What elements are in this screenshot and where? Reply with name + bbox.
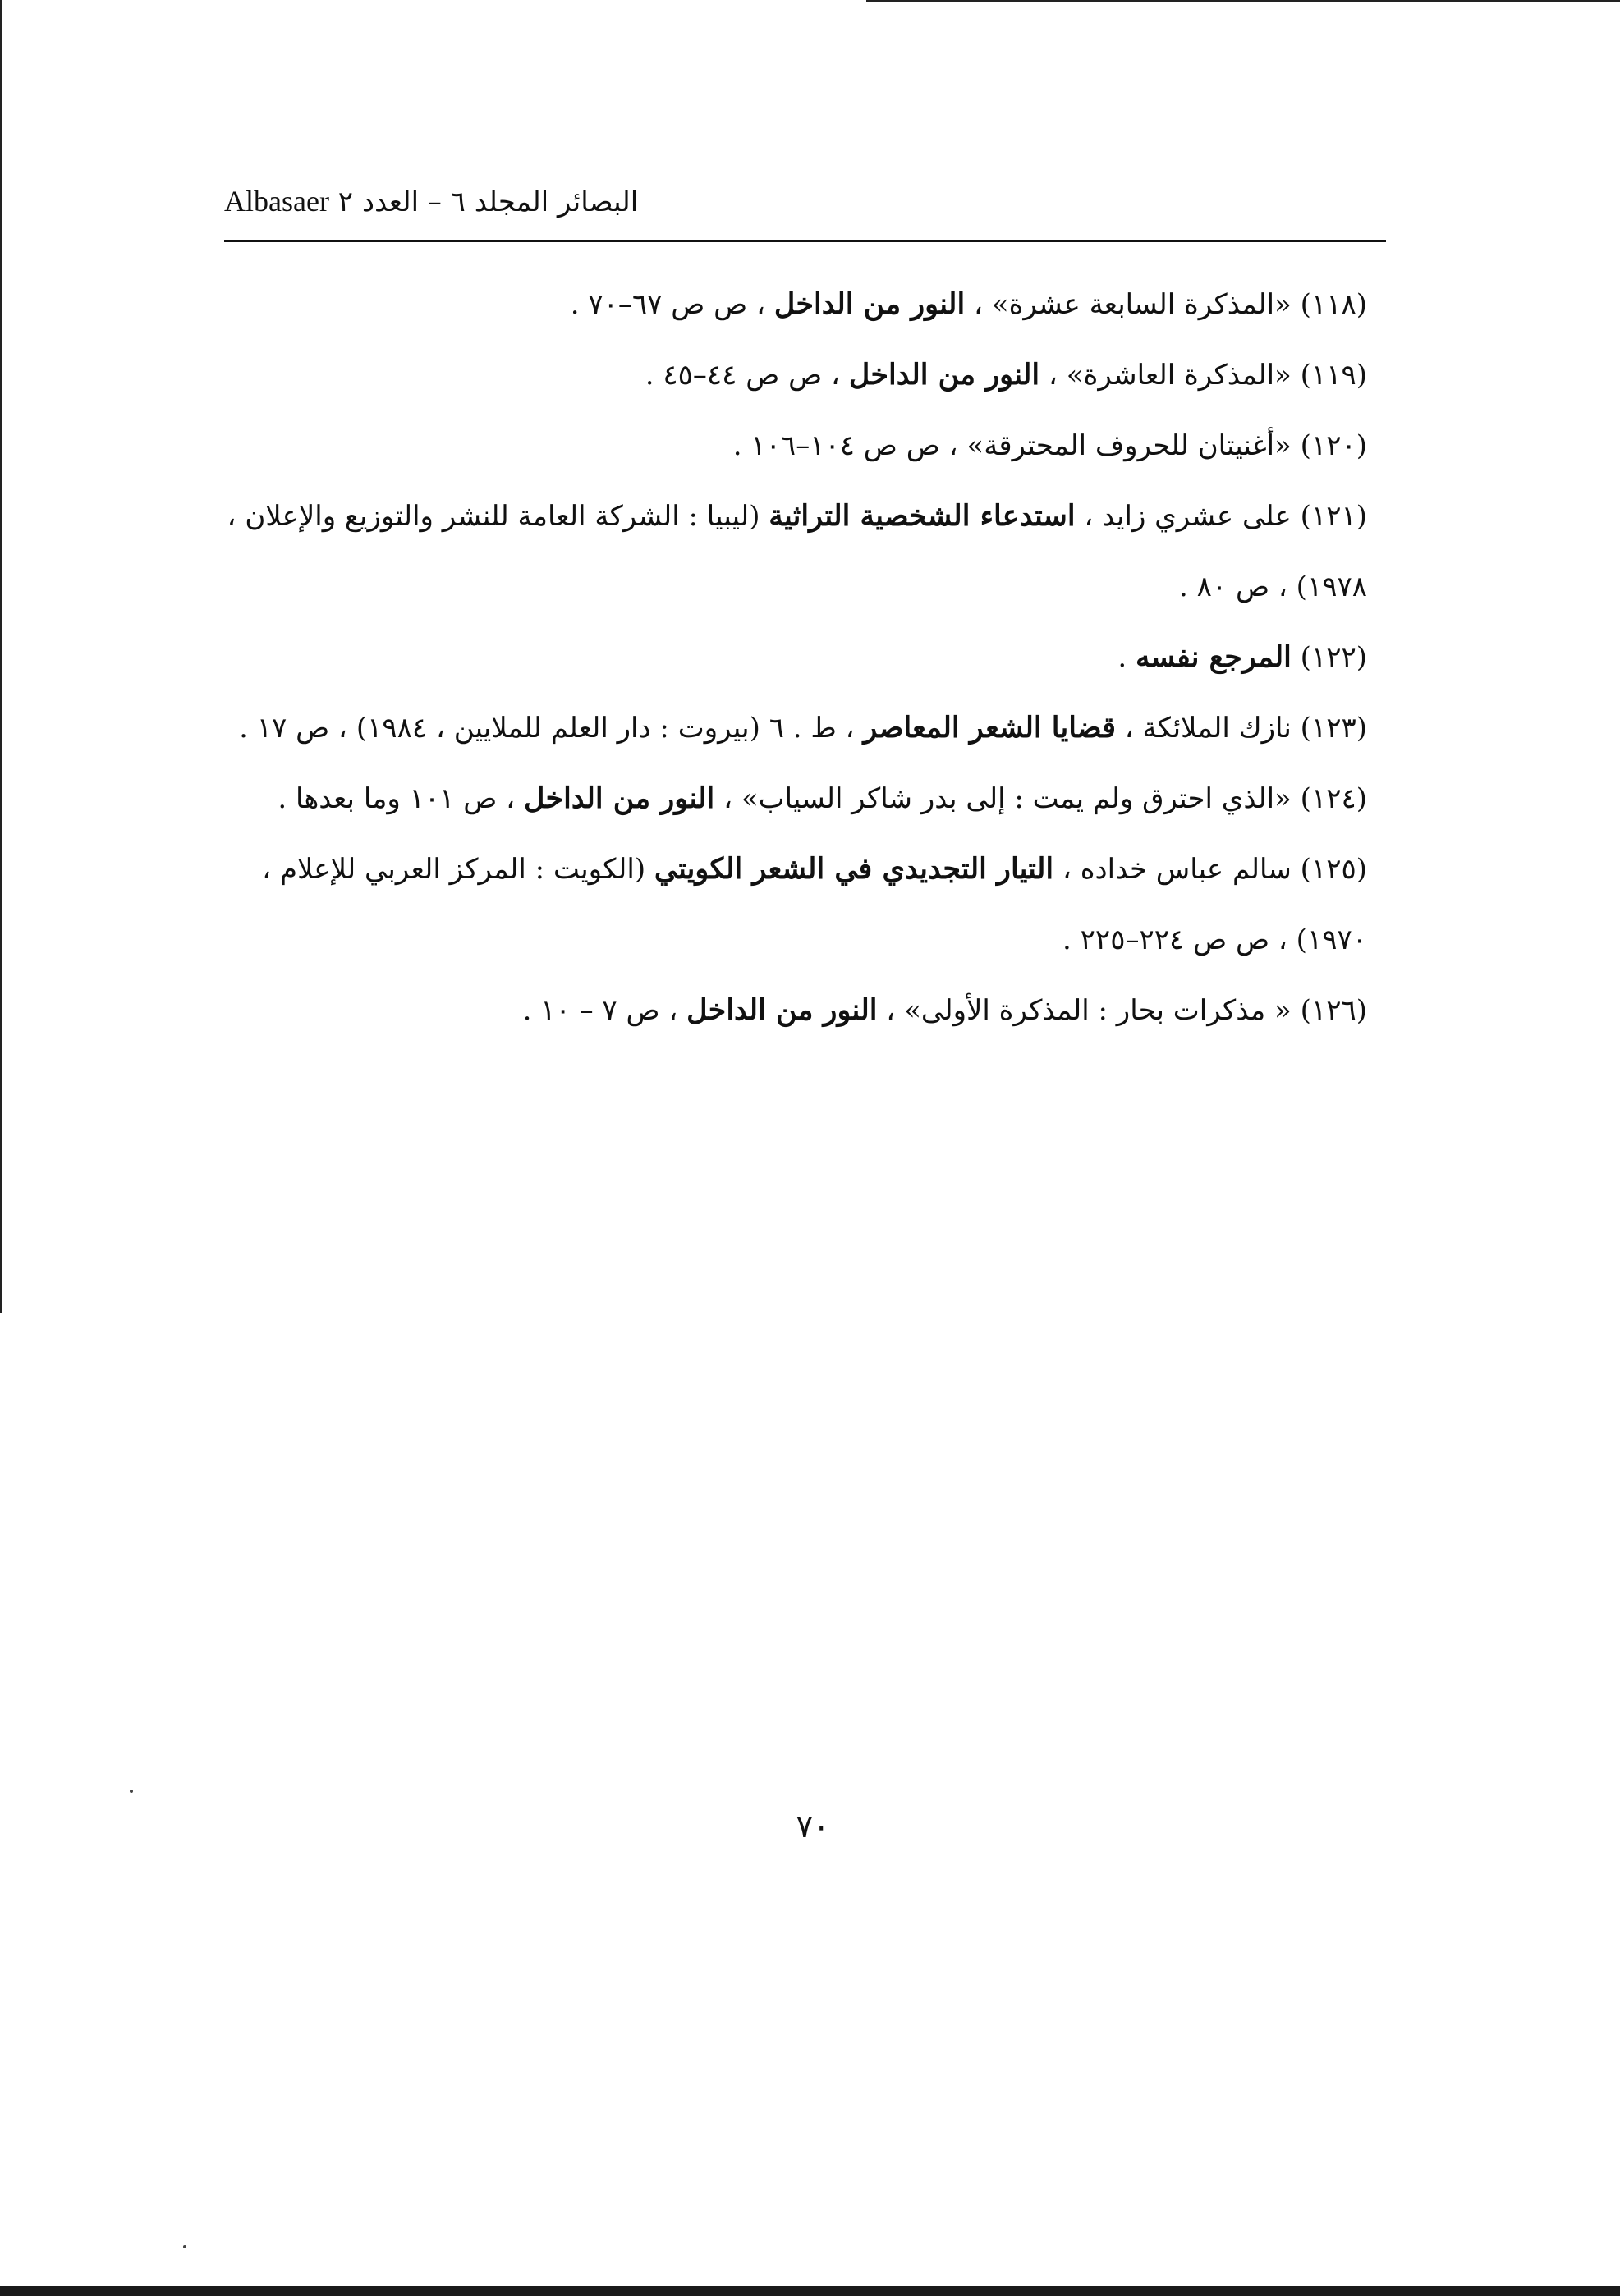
endnote [222, 622, 1367, 693]
scan-border-bottom [0, 2286, 1620, 2296]
endnote [222, 763, 1367, 834]
endnote [222, 481, 1367, 622]
page-number: ٧٠ [796, 1808, 830, 1845]
endnote-title: المرجع نفسه [1136, 640, 1292, 674]
endnote-text: ، ص ص ٦٧–٧٠ . [570, 288, 774, 321]
scan-border-top [866, 0, 1620, 2]
endnote-number: (١٢٣) [1300, 712, 1367, 745]
endnotes-list [222, 269, 1367, 1046]
endnote-text: «أغنيتان للحروف المحترقة» ، ص ص ١٠٤–١٠٦ . [732, 429, 1292, 462]
endnote-text: ، ص ص ٤٤–٤٥ . [645, 359, 849, 392]
endnote-text: نازك الملائكة ، [1115, 712, 1292, 745]
endnote-text: على عشري زايد ، [1075, 500, 1292, 533]
journal-latin-title: Albasaer [224, 185, 329, 218]
scan-speck [183, 2245, 186, 2248]
endnote-text: « مذكرات بحار : المذكرة الأولى» ، [877, 994, 1292, 1027]
endnote [222, 340, 1367, 410]
endnote-text: (الكويت : المركز العربي للإعلام ، ١٩٧٠) ، ص ص ٢٢٤–٢٢٥ . [262, 853, 1367, 956]
running-head [224, 179, 651, 223]
endnote-number: (١٢٦) [1300, 994, 1367, 1027]
endnote-text: «المذكرة العاشرة» ، [1039, 359, 1292, 392]
endnote-text: (ليبيا : الشركة العامة للنشر والتوزيع والإعلان ، ١٩٧٨) ، ص ٨٠ . [227, 500, 1367, 603]
endnote-title: قضايا الشعر المعاصر [863, 711, 1116, 745]
scan-border-left [0, 0, 2, 1313]
endnote-title: استدعاء الشخصية التراثية [769, 499, 1076, 533]
endnote [222, 269, 1367, 340]
endnote [222, 834, 1367, 975]
endnote-number: (١٢٠) [1300, 429, 1367, 462]
endnote-number: (١١٨) [1300, 288, 1367, 321]
endnote-text: سالم عباس خداده ، [1053, 853, 1292, 886]
endnote-text: «المذكرة السابعة عشرة» ، [965, 288, 1292, 321]
endnote-number: (١٢٥) [1300, 853, 1367, 886]
endnote-number: (١٢١) [1300, 500, 1367, 533]
endnote-number: (١٢٤) [1300, 782, 1367, 815]
endnote [222, 410, 1367, 481]
endnote-title: التيار التجديدي في الشعر الكويتي [654, 852, 1054, 886]
endnote-title: النور من الداخل [523, 781, 715, 815]
endnote-title: النور من الداخل [848, 358, 1040, 392]
scan-speck [130, 1790, 133, 1793]
endnote-title: النور من الداخل [773, 287, 966, 321]
endnote-number: (١٢٢) [1300, 641, 1367, 674]
header-rule [224, 240, 1386, 242]
endnote [222, 693, 1367, 763]
endnote-text: ، ص ١٠١ وما بعدها . [278, 782, 524, 815]
endnote-text: ، ط . ٦ (بيروت : دار العلم للملايين ، ١٩٨٤) ، ص ١٧ . [239, 712, 864, 745]
endnote [222, 975, 1367, 1046]
endnote-text: «الذي احترق ولم يمت : إلى بدر شاكر السياب» ، [714, 782, 1292, 815]
endnote-number: (١١٩) [1300, 359, 1367, 392]
endnote-text: ، ص ٧ – ١٠ . [522, 994, 687, 1027]
endnote-text: . [1117, 641, 1136, 674]
journal-arabic-title: البصائر المجلد ٦ – العدد ٢ [337, 186, 639, 218]
endnote-title: النور من الداخل [686, 993, 878, 1027]
